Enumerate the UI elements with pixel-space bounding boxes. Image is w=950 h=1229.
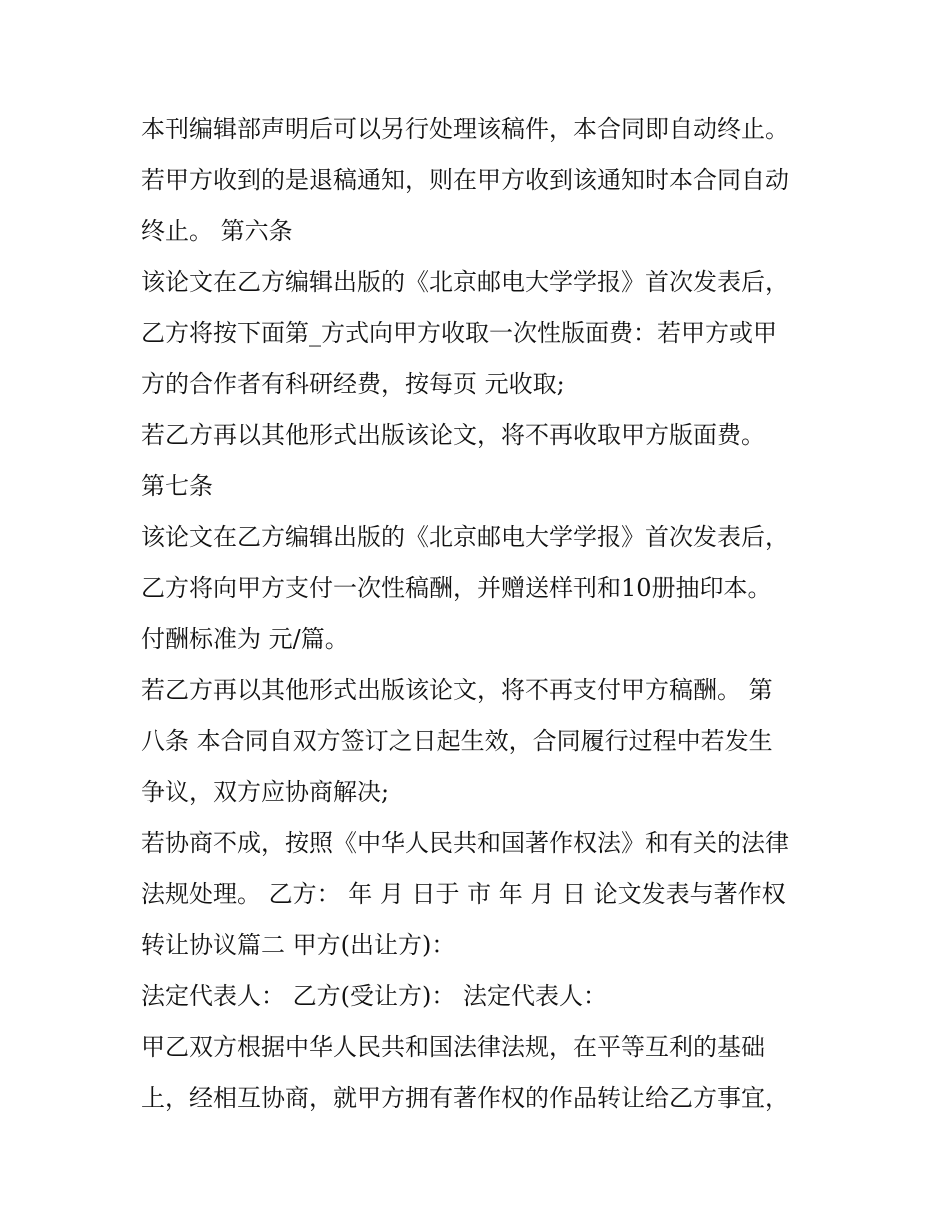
text-line: 乙方将按下面第_方式向甲方收取一次性版面费：若甲方或甲 bbox=[141, 319, 777, 347]
text-line: 该论文在乙方编辑出版的《北京邮电大学学报》首次发表后， bbox=[141, 523, 789, 551]
document-body bbox=[141, 104, 841, 1124]
text-line: 该论文在乙方编辑出版的《北京邮电大学学报》首次发表后， bbox=[141, 268, 789, 296]
text-line: 上，经相互协商，就甲方拥有著作权的作品转让给乙方事宜， bbox=[141, 1084, 789, 1112]
text-line: 甲乙双方根据中华人民共和国法律法规，在平等互利的基础 bbox=[141, 1033, 765, 1061]
text-line: 八条 本合同自双方签订之日起生效，合同履行过程中若发生 bbox=[141, 727, 773, 755]
text-line: 若甲方收到的是退稿通知，则在甲方收到该通知时本合同自动 bbox=[141, 166, 789, 194]
text-line: 争议，双方应协商解决; bbox=[141, 778, 390, 806]
text-line: 若乙方再以其他形式出版该论文，将不再收取甲方版面费。 bbox=[141, 421, 765, 449]
text-line: 若协商不成，按照《中华人民共和国著作权法》和有关的法律 bbox=[141, 829, 789, 857]
text-line: 方的合作者有科研经费，按每页 元收取; bbox=[141, 370, 565, 398]
text-line: 若乙方再以其他形式出版该论文，将不再支付甲方稿酬。 第 bbox=[141, 676, 773, 704]
text-line: 乙方将向甲方支付一次性稿酬，并赠送样刊和10册抽印本。 bbox=[141, 574, 772, 602]
text-line: 法定代表人： 乙方(受让方)： 法定代表人： bbox=[141, 982, 607, 1010]
text-line: 法规处理。 乙方： 年 月 日于 市 年 月 日 论文发表与著作权 bbox=[141, 880, 786, 908]
text-line: 本刊编辑部声明后可以另行处理该稿件，本合同即自动终止。 bbox=[141, 115, 789, 143]
text-line: 付酬标准为 元/篇。 bbox=[141, 625, 349, 653]
text-line: 终止。 第六条 bbox=[141, 217, 293, 245]
text-line: 转让协议篇二 甲方(出让方)： bbox=[141, 931, 456, 959]
text-line: 第七条 bbox=[141, 472, 213, 500]
